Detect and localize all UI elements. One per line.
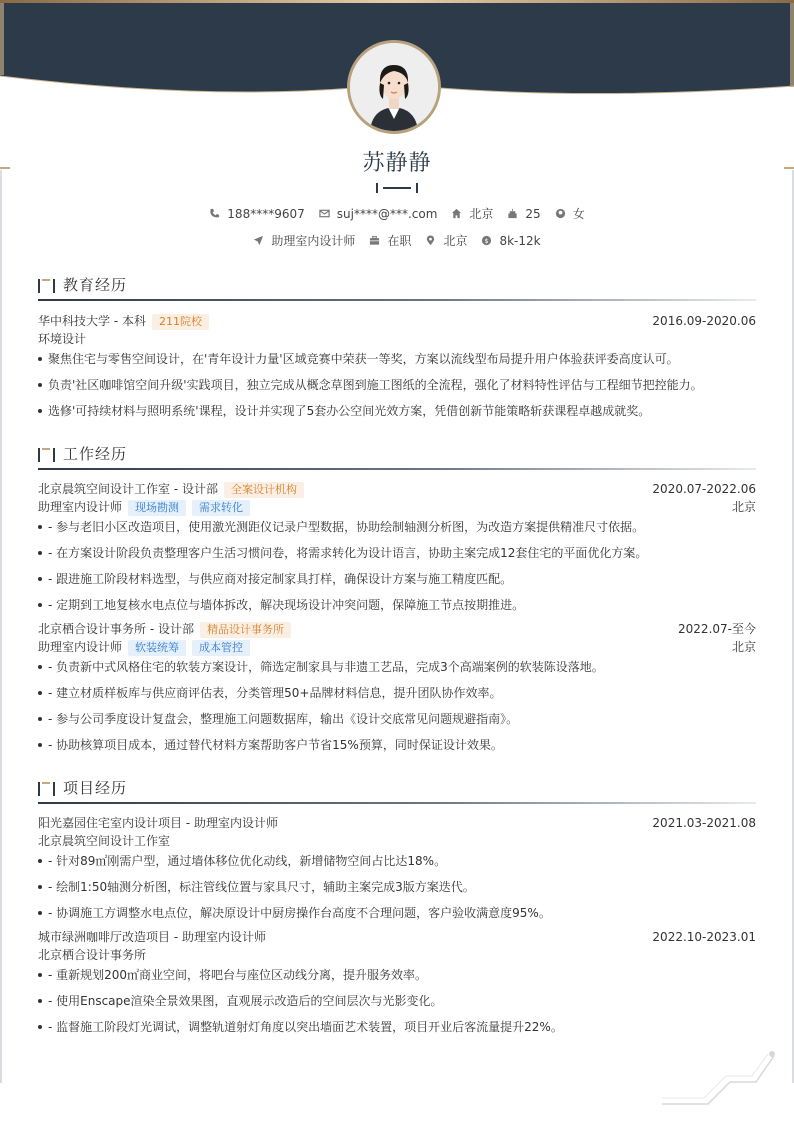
education-bullet: 选修'可持续材料与照明系统'课程，设计并实现了5套办公空间光效方案，凭借创新节能策略斩获课程卓越成就奖。 <box>38 402 756 420</box>
company-tag: 全案设计机构 <box>224 482 304 498</box>
send-icon <box>253 235 264 246</box>
status-info: 在职 <box>369 232 411 249</box>
project-bullet: - 重新规划200㎡商业空间，将吧台与座位区动线分离，提升服务效率。 <box>38 966 756 984</box>
project-header <box>38 814 756 832</box>
education-section-title: 教育经历 <box>38 274 756 304</box>
left-border-line <box>0 170 2 1083</box>
home-icon <box>451 208 462 219</box>
briefcase-icon <box>369 235 380 246</box>
target-city-info: 北京 <box>425 232 467 249</box>
project-bullet: - 使用Enscape渲染全景效果图，直观展示改造后的空间层次与光影变化。 <box>38 992 756 1010</box>
school-name: 华中科技大学 - 本科 <box>38 314 146 328</box>
job-bullet: - 参与公司季度设计复盘会，整理施工问题数据库，输出《设计交底常见问题规避指南》。 <box>38 710 756 728</box>
section-divider <box>38 299 756 301</box>
candidate-name: 苏静静 <box>362 151 432 176</box>
job-header <box>38 620 756 638</box>
corner-decoration <box>660 1048 778 1106</box>
job-location: 北京 <box>731 500 756 514</box>
project-bullet: - 协调施工方调整水电点位，解决原设计中厨房操作台高度不合理问题，客户验收满意度95%。 <box>38 904 756 922</box>
job-bullet: - 跟进施工阶段材料选型，与供应商对接定制家具打样，确保设计方案与施工精度匹配。 <box>38 570 756 588</box>
job-role: 助理室内设计师 <box>38 500 123 514</box>
job-intent-row <box>0 232 794 249</box>
target-position-info: 助理室内设计师 <box>253 232 355 249</box>
phone-info: 188****9607 <box>209 205 304 222</box>
project-name: 阳光嘉园住宅室内设计项目 - 助理室内设计师 <box>38 816 278 830</box>
project-bullet: - 针对89㎡刚需户型，通过墙体移位优化动线，新增储物空间占比达18%。 <box>38 852 756 870</box>
job-bullet: - 参与老旧小区改造项目，使用激光测距仪记录户型数据，协助绘制轴测分析图，为改造方案提供精准尺寸依据。 <box>38 518 756 536</box>
role-tag: 软装统筹 <box>128 640 186 656</box>
role-tag: 需求转化 <box>192 500 250 516</box>
school-tag: 211院校 <box>152 314 209 330</box>
job-role-row <box>38 638 756 656</box>
work-section-title: 工作经历 <box>38 443 756 473</box>
job-role: 助理室内设计师 <box>38 640 123 654</box>
project-org: 北京晨筑空间设计工作室 <box>38 834 171 848</box>
job-date: 2022.07-至今 <box>678 622 756 636</box>
job-location: 北京 <box>731 640 756 654</box>
job-role-row <box>38 498 756 516</box>
job-header <box>38 480 756 498</box>
job-bullet: - 在方案设计阶段负责整理客户生活习惯问卷，将需求转化为设计语言，协助主案完成12套住宅的平面优化方案。 <box>38 544 756 562</box>
age-info: 25 <box>507 205 540 222</box>
contact-info-row <box>0 205 794 222</box>
location-icon <box>425 235 436 246</box>
salary-info: $ 8k-12k <box>481 232 540 249</box>
section-divider <box>38 802 756 804</box>
avatar <box>347 40 441 134</box>
role-tag: 现场勘测 <box>128 500 186 516</box>
section-divider <box>38 468 756 470</box>
major: 环境设计 <box>38 332 87 346</box>
project-org: 北京栖合设计事务所 <box>38 948 147 962</box>
project-date: 2022.10-2023.01 <box>652 930 756 944</box>
section-marker-icon <box>38 782 56 796</box>
gender-info: 女 <box>555 205 585 222</box>
section-marker-icon <box>38 279 56 293</box>
phone-icon <box>209 208 220 219</box>
cake-icon <box>507 208 518 219</box>
job-bullet: - 协助核算项目成本，通过替代材料方案帮助客户节省15%预算，同时保证设计效果。 <box>38 736 756 754</box>
mail-icon <box>319 208 330 219</box>
job-date: 2020.07-2022.06 <box>652 482 756 496</box>
job-bullet: - 负责新中式风格住宅的软装方案设计，筛选定制家具与非遗工艺品，完成3个高端案例的软装陈设落地。 <box>38 658 756 676</box>
education-date: 2016.09-2020.06 <box>652 314 756 328</box>
job-bullet: - 建立材质样板库与供应商评估表，分类管理50+品牌材料信息，提升团队协作效率。 <box>38 684 756 702</box>
money-icon <box>481 235 492 246</box>
city-info: 北京 <box>451 205 493 222</box>
project-date: 2021.03-2021.08 <box>652 816 756 830</box>
company-name: 北京栖合设计事务所 - 设计部 <box>38 622 194 636</box>
education-header <box>38 312 756 330</box>
gender-icon <box>555 208 566 219</box>
job-bullet: - 定期到工地复核水电点位与墙体拆改，解决现场设计冲突问题，保障施工节点按期推进。 <box>38 596 756 614</box>
education-bullet: 聚焦住宅与零售空间设计，在'青年设计力量'区域竞赛中荣获一等奖，方案以流线型布局提升用户体验获评委高度认可。 <box>38 350 756 368</box>
role-tag: 成本管控 <box>192 640 250 656</box>
projects-section-title: 项目经历 <box>38 777 756 807</box>
education-bullet: 负责'社区咖啡馆空间升级'实践项目，独立完成从概念草图到施工图纸的全流程，强化了材料特性评估与工程细节把控能力。 <box>38 376 756 394</box>
company-name: 北京晨筑空间设计工作室 - 设计部 <box>38 482 218 496</box>
email-info: suj****@***.com <box>319 205 438 222</box>
name-divider <box>376 182 418 194</box>
project-header <box>38 928 756 946</box>
company-tag: 精品设计事务所 <box>200 622 291 638</box>
portrait-image <box>350 43 438 131</box>
project-name: 城市绿洲咖啡厅改造项目 - 助理室内设计师 <box>38 930 266 944</box>
section-marker-icon <box>38 448 56 462</box>
project-bullet: - 绘制1:50轴测分析图，标注管线位置与家具尺寸，辅助主案完成3版方案迭代。 <box>38 878 756 896</box>
project-bullet: - 监督施工阶段灯光调试，调整轨道射灯角度以突出墙面艺术装置，项目开业后客流量提升22%。 <box>38 1018 756 1036</box>
svg-text:$: $ <box>484 236 489 245</box>
